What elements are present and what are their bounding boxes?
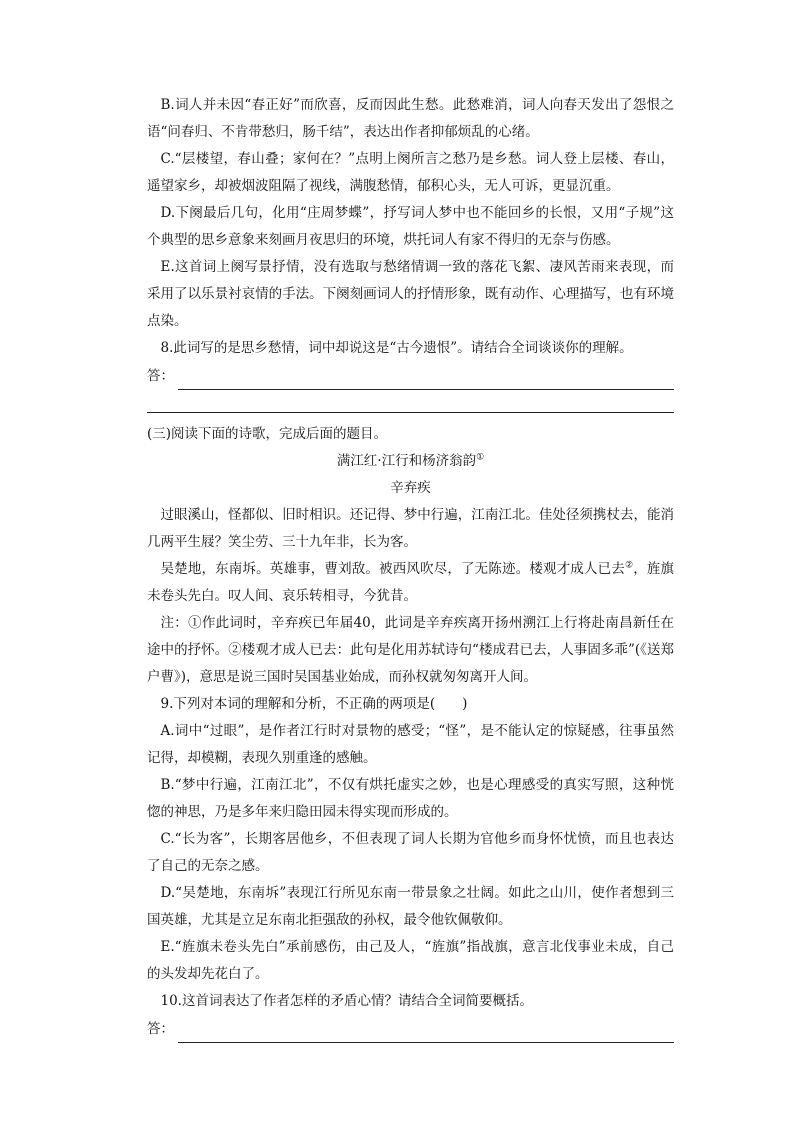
option-e-part1: E.这首词上阕写景抒情，没有选取与愁绪情调一致的落花飞絮、凄风苦雨来表现，而采用了以乐景衬哀情的手法。下阕刻画词人的抒情形象，既有动作、心理描写，也有环境点染。 — [147, 259, 674, 329]
poem-stanza-1: 过眼溪山，怪都似、旧时相识。还记得、梦中行遍，江南江北。佳处径须携杖去，能消几两平生屐？笑尘劳、三十九年非，长为客。 — [147, 507, 674, 550]
answer-label: 答： — [147, 368, 174, 384]
question-10: 10.这首词表达了作者怎样的矛盾心情？请结合全词简要概括。 — [160, 993, 533, 1009]
question-8: 8.此词写的是思乡愁情，词中却说这是“古今遗恨”。请结合全词谈谈你的理解。 — [160, 340, 633, 356]
q9-option-e: E.“旌旗未卷头先白”承前感伤，由己及人，“旌旗”指战旗，意言北伐事业未成，自己的头发却先花白了。 — [147, 939, 674, 982]
poem-title-text: 满江红·江行和杨济翁韵 — [336, 453, 477, 469]
stanza-2-footnote: ② — [624, 560, 634, 571]
answer-row-q8[interactable] — [147, 362, 674, 390]
q9-option-b: B.“梦中行遍，江南江北”，不仅有烘托虚实之妙，也是心理感受的真实写照，这种恍惚的神思，乃是多年来归隐田园未得实现而形成的。 — [147, 777, 674, 820]
q9-option-a: A.词中“过眼”，是作者江行时对景物的感受；“怪”，是不能认定的惊疑感，往事虽然记得，却模糊，表现久别重逢的感触。 — [147, 723, 674, 766]
poem-title-footnote: ① — [476, 452, 485, 463]
stanza-2-text-a: 吴楚地，东南坼。英雄事，曹刘敌。被西风吹尽，了无陈迹。楼观才成人已去 — [160, 561, 625, 577]
option-c-part1: C.“层楼望，春山叠；家何在？”点明上阕所言之愁乃是乡愁。词人登上层楼、春山，遥望家乡，却被烟波阻隔了视线，满腹愁情，郁积心头，无人可诉，更显沉重。 — [147, 151, 674, 194]
stanza-2-text-b: ，旌旗未卷头先白。叹人间、哀乐转相寻，今犹昔。 — [147, 561, 675, 604]
option-d-part1: D.下阕最后几句，化用“庄周梦蝶”，抒写词人梦中也不能回乡的长恨，又用“子规”这个典型的思乡意象来刻画月夜思归的环境，烘托词人有家不得归的无奈与伤感。 — [147, 205, 674, 248]
option-b-part1: B.词人并未因“春正好”而欣喜，反而因此生愁。此愁难消，词人向春天发出了怨恨之语“问春归、不肯带愁归，肠千结”，表达出作者抑郁烦乱的心绪。 — [147, 97, 674, 140]
answer-label-q10: 答： — [147, 1021, 174, 1037]
question-9: 9.下列对本词的理解和分析，不正确的两项是( ) — [160, 696, 468, 712]
answer-row-q10[interactable] — [147, 1015, 674, 1043]
poem-author: 辛弃疾 — [390, 480, 431, 496]
document-page — [147, 92, 674, 1043]
q9-option-c: C.“长为客”，长期客居他乡，不但表现了词人长期为官他乡而身怀忧愤，而且也表达了自己的无奈之感。 — [147, 831, 674, 874]
answer-line[interactable] — [178, 369, 674, 390]
poem-notes: 注：①作此词时，辛弃疾已年届40，此词是辛弃疾离开扬州溯江上行将赴南昌新任在途中的抒怀。②楼观才成人已去：此句是化用苏轼诗句“楼成君已去，人事固多乖”(《送郑户曹》)，意思是说三国时吴国基业始成，而孙权就匆匆离开人间。 — [147, 615, 674, 685]
poem-title — [147, 448, 674, 475]
poem-stanza-2 — [147, 556, 674, 610]
answer-line-q10[interactable] — [178, 1022, 674, 1043]
answer-line-2[interactable] — [147, 390, 674, 413]
section-3-intro: (三)阅读下面的诗歌，完成后面的题目。 — [147, 426, 388, 442]
q9-option-d: D.“吴楚地，东南坼”表现江行所见东南一带景象之壮阔。如此之山川，使作者想到三国英雄，尤其是立足东南北拒强敌的孙权，最令他钦佩敬仰。 — [147, 885, 674, 928]
